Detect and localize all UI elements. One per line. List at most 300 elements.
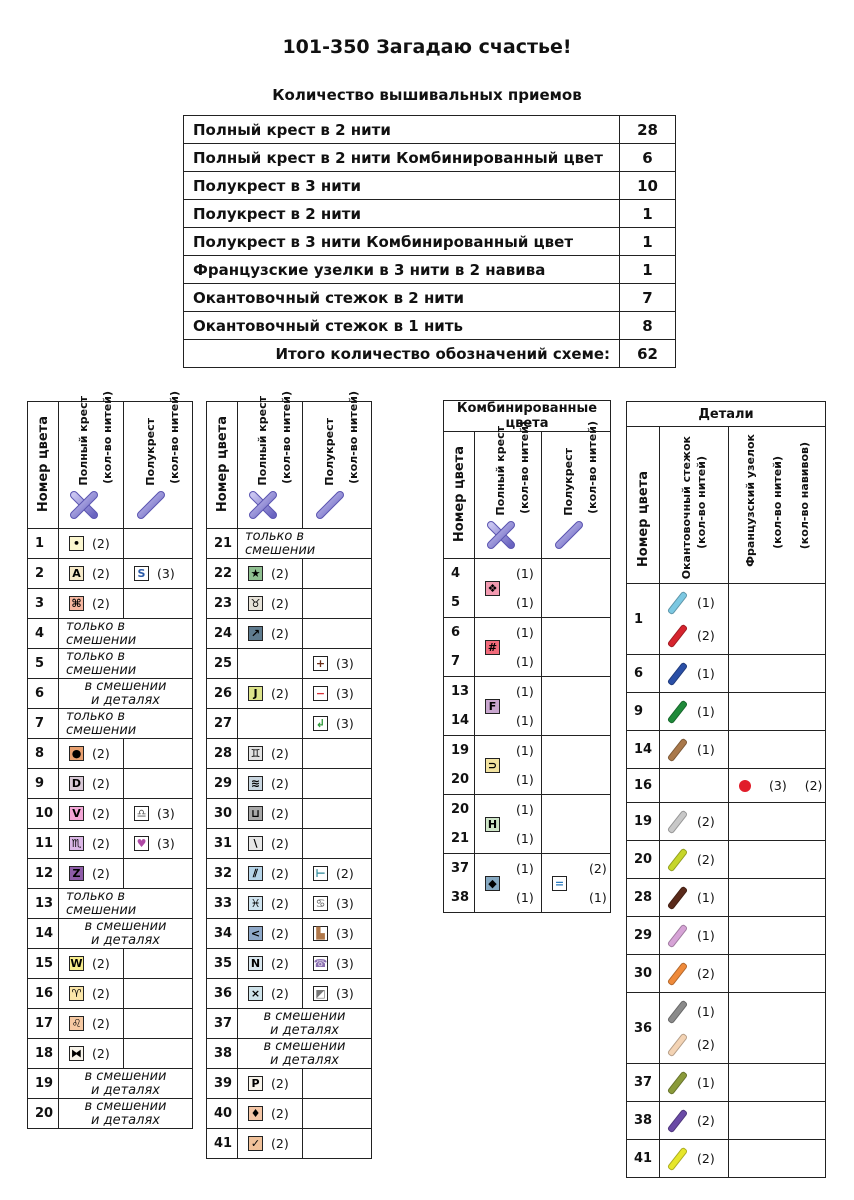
half-cross-cell	[542, 736, 611, 795]
thread-count: (3)	[157, 806, 175, 821]
stitch-line-icon	[667, 1032, 689, 1057]
full-cross-cell	[59, 979, 124, 1009]
border-stitch-cell	[660, 803, 729, 841]
thread-count: (2)	[697, 628, 715, 643]
color-number: 37	[627, 1064, 660, 1102]
color-number: 16	[28, 979, 59, 1009]
full-cross-icon	[486, 520, 516, 554]
color-number: 6	[627, 655, 660, 693]
color-number: 38	[451, 890, 470, 905]
thread-count: (2)	[271, 926, 289, 941]
summary-label: Полный крест в 2 нити Комбинированный цвет	[184, 144, 620, 172]
color-number: 36	[627, 993, 660, 1064]
summary-row	[184, 284, 676, 312]
wraps-count: (2)	[804, 778, 823, 793]
color-number: 26	[207, 679, 238, 709]
stitch-line-icon	[667, 923, 689, 948]
color-number: 13	[28, 889, 59, 919]
border-stitch-cell	[660, 1064, 729, 1102]
full-cross-symbol: D	[69, 776, 84, 791]
color-row	[207, 889, 372, 919]
thread-count: (1)	[697, 742, 715, 757]
half-cross-cell	[124, 949, 193, 979]
detail-row	[627, 917, 826, 955]
color-row	[28, 1009, 193, 1039]
thread-count: (2)	[271, 986, 289, 1001]
thread-count: (2)	[271, 746, 289, 761]
full-cross-cell	[238, 829, 303, 859]
full-cross-symbol: ❖	[485, 581, 500, 596]
palette-table-1	[27, 391, 193, 1129]
full-cross-symbol: ●	[69, 746, 84, 761]
color-number-header	[444, 432, 475, 559]
stitch-line-icon	[667, 961, 689, 986]
color-row	[28, 799, 193, 829]
full-cross-symbol: Z	[69, 866, 84, 881]
half-cross-cell	[542, 677, 611, 736]
color-number: 20	[451, 802, 470, 817]
color-number: 31	[207, 829, 238, 859]
summary-value: 28	[620, 116, 676, 144]
color-number-label: Номер цвета	[635, 470, 651, 567]
detail-row	[627, 693, 826, 731]
detail-row	[627, 879, 826, 917]
threads-count-label: (кол-во нитей)	[770, 456, 784, 549]
half-cross-cell	[303, 589, 372, 619]
color-number: 32	[207, 859, 238, 889]
half-cross-cell	[303, 739, 372, 769]
thread-count: (2)	[271, 1136, 289, 1151]
half-cross-cell	[303, 859, 372, 889]
color-row	[207, 709, 372, 739]
half-cross-symbol: −	[313, 686, 328, 701]
mix-note: в смешении и деталях	[59, 1069, 193, 1099]
half-cross-cell	[303, 799, 372, 829]
thread-count: (2)	[271, 626, 289, 641]
combined-numbers	[444, 677, 475, 736]
full-cross-symbol: ↗	[248, 626, 263, 641]
stitch-line-icon	[667, 623, 689, 648]
stitch-line-icon	[667, 1070, 689, 1095]
color-number: 20	[627, 841, 660, 879]
color-row	[207, 769, 372, 799]
half-cross-label: Полукрест	[144, 418, 157, 486]
mix-note: в смешении и деталях	[238, 1039, 372, 1069]
half-cross-label: Полукрест	[562, 448, 575, 516]
full-cross-cell	[475, 795, 542, 854]
summary-label: Французские узелки в 3 нити в 2 навива	[184, 256, 620, 284]
thread-count: (2)	[697, 852, 715, 867]
color-row	[28, 1069, 193, 1099]
stitch-line-icon	[667, 885, 689, 910]
color-number: 19	[627, 803, 660, 841]
color-number: 38	[207, 1039, 238, 1069]
color-number-header	[627, 427, 660, 584]
color-number: 7	[451, 654, 461, 669]
threads-count-label: (кол-во нитей)	[585, 421, 599, 514]
full-cross-cell	[475, 559, 542, 618]
color-number: 6	[451, 625, 461, 640]
color-row	[207, 949, 372, 979]
color-row	[28, 829, 193, 859]
color-number: 5	[28, 649, 59, 679]
french-knot-cell	[729, 803, 826, 841]
full-cross-cell	[238, 739, 303, 769]
detail-row	[627, 993, 826, 1064]
full-cross-cell	[238, 919, 303, 949]
french-knot-cell	[729, 731, 826, 769]
summary-label: Полукрест в 3 нити Комбинированный цвет	[184, 228, 620, 256]
thread-count: (2)	[336, 866, 354, 881]
full-cross-symbol: •	[69, 536, 84, 551]
thread-count: (2)	[92, 746, 110, 761]
color-number: 28	[207, 739, 238, 769]
palette-table-2	[206, 391, 372, 1159]
full-cross-symbol: ♌	[69, 1016, 84, 1031]
threads-count-label: (кол-во нитей)	[346, 391, 360, 484]
color-row	[28, 529, 193, 559]
thread-count: (2)	[271, 596, 289, 611]
full-cross-symbol: V	[69, 806, 84, 821]
border-stitch-cell	[660, 879, 729, 917]
color-row	[207, 799, 372, 829]
half-cross-cell	[124, 769, 193, 799]
thread-count: (2)	[92, 776, 110, 791]
thread-count: (2)	[92, 836, 110, 851]
color-number: 35	[207, 949, 238, 979]
thread-count: (1)	[589, 890, 607, 905]
color-row	[28, 679, 193, 709]
summary-row	[184, 340, 676, 368]
color-number: 10	[28, 799, 59, 829]
summary-label: Полный крест в 2 нити	[184, 116, 620, 144]
full-cross-cell	[475, 677, 542, 736]
combined-colors-table	[443, 400, 611, 913]
summary-value: 62	[620, 340, 676, 368]
full-cross-cell	[238, 859, 303, 889]
half-cross-header	[542, 421, 611, 559]
color-number: 17	[28, 1009, 59, 1039]
half-cross-cell	[542, 795, 611, 854]
summary-table	[183, 115, 676, 368]
color-row	[28, 709, 193, 739]
thread-count: (3)	[769, 778, 787, 793]
color-number: 8	[28, 739, 59, 769]
color-number: 37	[207, 1009, 238, 1039]
thread-count: (1)	[516, 713, 534, 728]
full-cross-cell	[238, 619, 303, 649]
full-cross-cell	[238, 1099, 303, 1129]
half-cross-cell	[303, 829, 372, 859]
combined-row	[444, 736, 611, 795]
full-cross-cell	[238, 709, 303, 739]
color-number: 28	[627, 879, 660, 917]
combined-row	[444, 677, 611, 736]
full-cross-cell	[59, 559, 124, 589]
full-cross-symbol: A	[69, 566, 84, 581]
thread-count: (2)	[92, 806, 110, 821]
full-cross-symbol: W	[70, 957, 83, 970]
color-row	[207, 739, 372, 769]
full-cross-cell	[238, 889, 303, 919]
combined-row	[444, 618, 611, 677]
full-cross-symbol: \	[248, 836, 263, 851]
full-cross-cell	[238, 1129, 303, 1159]
full-cross-cell	[59, 589, 124, 619]
full-cross-header	[238, 391, 303, 529]
color-row	[28, 949, 193, 979]
mix-note: только в смешении	[59, 619, 193, 649]
summary-value: 6	[620, 144, 676, 172]
threads-count-label: (кол-во нитей)	[167, 391, 181, 484]
full-cross-cell	[59, 859, 124, 889]
thread-count: (1)	[697, 928, 715, 943]
thread-count: (2)	[271, 776, 289, 791]
detail-row	[627, 584, 826, 655]
mix-note: в смешении и деталях	[59, 1099, 193, 1129]
thread-count: (3)	[336, 926, 354, 941]
thread-count: (2)	[589, 861, 607, 876]
border-stitch-cell	[660, 955, 729, 993]
color-row	[28, 889, 193, 919]
half-cross-symbol: ◩	[313, 986, 328, 1001]
french-knot-cell	[729, 1064, 826, 1102]
thread-count: (2)	[92, 866, 110, 881]
full-cross-icon	[69, 490, 99, 524]
details-title: Детали	[627, 402, 826, 427]
color-number: 21	[451, 831, 470, 846]
half-cross-cell	[303, 619, 372, 649]
thread-count: (1)	[697, 1004, 715, 1019]
color-row	[28, 769, 193, 799]
half-cross-cell	[303, 949, 372, 979]
summary-value: 7	[620, 284, 676, 312]
full-cross-cell	[59, 529, 124, 559]
french-knot-cell	[729, 584, 826, 655]
full-cross-symbol: <	[248, 926, 263, 941]
thread-count: (2)	[92, 1016, 110, 1031]
full-cross-symbol: ♓	[248, 896, 263, 911]
full-cross-symbol: ♏	[69, 836, 84, 851]
french-knot-cell	[729, 955, 826, 993]
color-number: 34	[207, 919, 238, 949]
thread-count: (2)	[271, 806, 289, 821]
half-cross-symbol: ▙	[313, 926, 328, 941]
full-cross-label: Полный крест	[77, 396, 90, 486]
color-row	[207, 649, 372, 679]
color-row	[28, 979, 193, 1009]
full-cross-cell	[238, 559, 303, 589]
mix-note: только в смешении	[59, 709, 193, 739]
color-number: 41	[207, 1129, 238, 1159]
thread-count: (2)	[271, 566, 289, 581]
summary-row	[184, 312, 676, 340]
summary-row	[184, 228, 676, 256]
detail-row	[627, 655, 826, 693]
color-number: 15	[28, 949, 59, 979]
full-cross-header	[475, 421, 542, 559]
threads-count-label: (кол-во нитей)	[279, 391, 293, 484]
full-cross-header	[59, 391, 124, 529]
thread-count: (3)	[336, 656, 354, 671]
half-cross-icon	[554, 520, 584, 554]
summary-label: Итого количество обозначений схеме:	[184, 340, 620, 368]
color-row	[207, 1069, 372, 1099]
thread-count: (3)	[157, 836, 175, 851]
color-number: 13	[451, 684, 470, 699]
thread-count: (1)	[697, 890, 715, 905]
full-cross-cell	[59, 769, 124, 799]
half-cross-cell	[303, 769, 372, 799]
thread-count: (1)	[697, 1075, 715, 1090]
full-cross-cell	[238, 679, 303, 709]
stitch-line-icon	[667, 590, 689, 615]
detail-row	[627, 1140, 826, 1178]
color-number-header	[207, 402, 238, 529]
thread-count: (3)	[157, 566, 175, 581]
color-row	[207, 1039, 372, 1069]
full-cross-symbol: ♊	[248, 746, 263, 761]
thread-count: (3)	[336, 986, 354, 1001]
color-number: 41	[627, 1140, 660, 1178]
combined-title: Комбинированные цвета	[444, 401, 611, 432]
combined-numbers	[444, 559, 475, 618]
summary-row	[184, 256, 676, 284]
color-number: 4	[451, 566, 461, 581]
full-cross-symbol: J	[248, 686, 263, 701]
mix-note: в смешении и деталях	[59, 919, 193, 949]
half-cross-cell	[303, 1069, 372, 1099]
full-cross-label: Полный крест	[494, 426, 507, 516]
stitch-line-icon	[667, 737, 689, 762]
border-stitch-cell	[660, 655, 729, 693]
color-number-header	[28, 402, 59, 529]
full-cross-cell	[59, 739, 124, 769]
border-stitch-cell	[660, 993, 729, 1064]
half-cross-icon	[136, 490, 166, 524]
full-cross-symbol: ⫽	[248, 866, 263, 881]
full-cross-symbol: #	[485, 640, 500, 655]
thread-count: (1)	[516, 743, 534, 758]
combined-numbers	[444, 795, 475, 854]
thread-count: (2)	[697, 1037, 715, 1052]
french-knot-cell	[729, 655, 826, 693]
color-number: 20	[28, 1099, 59, 1129]
page-title: 101-350 Загадаю счастье!	[282, 36, 572, 58]
full-cross-cell	[59, 799, 124, 829]
full-cross-cell	[238, 1069, 303, 1099]
color-row	[28, 589, 193, 619]
thread-count: (2)	[271, 956, 289, 971]
thread-count: (1)	[697, 595, 715, 610]
color-number-label: Номер цвета	[451, 445, 467, 542]
half-cross-cell	[303, 1099, 372, 1129]
color-row	[207, 559, 372, 589]
half-cross-symbol: =	[552, 876, 567, 891]
color-row	[207, 1129, 372, 1159]
color-number: 1	[28, 529, 59, 559]
thread-count: (2)	[697, 1113, 715, 1128]
full-cross-cell	[475, 736, 542, 795]
color-number: 27	[207, 709, 238, 739]
color-number: 29	[627, 917, 660, 955]
details-table	[626, 401, 826, 1178]
color-number: 18	[28, 1039, 59, 1069]
combined-numbers	[444, 618, 475, 677]
half-cross-cell	[303, 1129, 372, 1159]
border-stitch-cell	[660, 1140, 729, 1178]
summary-value: 1	[620, 200, 676, 228]
thread-count: (2)	[697, 966, 715, 981]
color-row	[28, 919, 193, 949]
threads-count-label: (кол-во нитей)	[517, 421, 531, 514]
full-cross-symbol: N	[248, 956, 263, 971]
summary-row	[184, 200, 676, 228]
color-row	[207, 679, 372, 709]
color-number: 21	[207, 529, 238, 559]
thread-count: (2)	[92, 596, 110, 611]
color-number: 2	[28, 559, 59, 589]
full-cross-symbol: H	[485, 817, 500, 832]
color-number-label: Номер цвета	[35, 415, 51, 512]
thread-count: (2)	[271, 896, 289, 911]
full-cross-cell	[475, 618, 542, 677]
detail-row	[627, 955, 826, 993]
stitch-line-icon	[667, 1108, 689, 1133]
french-knot-cell	[729, 917, 826, 955]
color-number: 19	[451, 743, 470, 758]
stitch-line-icon	[667, 809, 689, 834]
thread-count: (3)	[336, 716, 354, 731]
thread-count: (3)	[336, 956, 354, 971]
color-row	[207, 1099, 372, 1129]
color-row	[207, 829, 372, 859]
color-number: 39	[207, 1069, 238, 1099]
thread-count: (2)	[92, 536, 110, 551]
color-number: 33	[207, 889, 238, 919]
thread-count: (1)	[516, 772, 534, 787]
french-knot-cell	[729, 841, 826, 879]
full-cross-cell	[59, 949, 124, 979]
full-cross-symbol: P	[248, 1076, 263, 1091]
half-cross-header	[303, 391, 372, 529]
full-cross-cell	[475, 854, 542, 913]
half-cross-header	[124, 391, 193, 529]
color-row	[207, 529, 372, 559]
full-cross-symbol: ⊔	[248, 806, 263, 821]
color-number: 29	[207, 769, 238, 799]
thread-count: (3)	[336, 896, 354, 911]
color-number: 9	[627, 693, 660, 731]
detail-row	[627, 1064, 826, 1102]
summary-row	[184, 172, 676, 200]
border-stitch-cell	[660, 731, 729, 769]
half-cross-cell	[124, 859, 193, 889]
full-cross-cell	[238, 949, 303, 979]
thread-count: (1)	[516, 595, 534, 610]
full-cross-icon	[248, 490, 278, 524]
combined-row	[444, 559, 611, 618]
summary-value: 8	[620, 312, 676, 340]
mix-note: в смешении и деталях	[59, 679, 193, 709]
color-number: 11	[28, 829, 59, 859]
color-number: 12	[28, 859, 59, 889]
french-knot-cell	[729, 993, 826, 1064]
color-number: 37	[451, 861, 470, 876]
thread-count: (2)	[271, 1106, 289, 1121]
full-cross-symbol: ◆	[485, 876, 500, 891]
color-number: 14	[28, 919, 59, 949]
